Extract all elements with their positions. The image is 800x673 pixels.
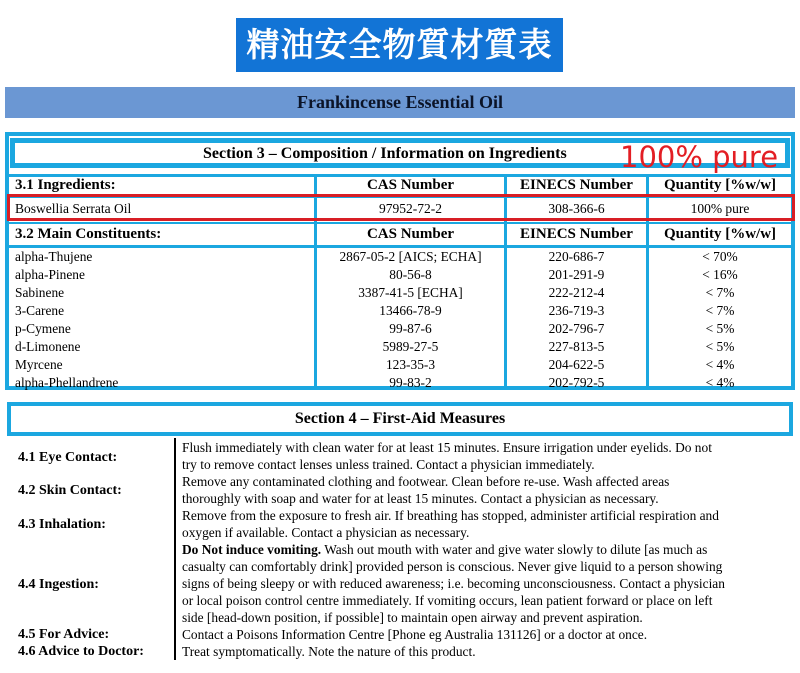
table-rule — [9, 222, 791, 224]
ingredients-header-label: 3.1 Ingredients: — [15, 177, 116, 193]
text-line: Remove from the exposure to fresh air. If breathing has stopped, administer artificial respiration and — [182, 508, 719, 523]
constituent-names — [15, 248, 310, 392]
for-advice-label: 4.5 For Advice: — [18, 627, 110, 642]
text-line: or local poison control centre immediately. If vomiting occurs, lean patient forward or place on left — [182, 593, 713, 608]
text-line: Remove any contaminated clothing and footwear. Clean before re-use. Wash affected areas — [182, 474, 670, 489]
inhalation-text — [182, 507, 794, 541]
section4-divider — [174, 438, 176, 660]
page-banner-title: 精油安全物質材質表 — [236, 18, 563, 72]
constituent-cas: 3387-41-5 [ECHA] — [358, 285, 463, 300]
constituent-cas: 5989-27-5 — [382, 339, 439, 354]
constituent-name: 3-Carene — [15, 303, 65, 318]
constituent-quantity: < 16% — [702, 267, 738, 282]
constituents-header-cas: CAS Number — [366, 226, 455, 242]
ingredient-einecs: 308-366-6 — [548, 201, 605, 216]
constituent-name: p-Cymene — [15, 321, 71, 336]
constituent-cas: 99-83-2 — [389, 375, 432, 390]
product-name-bar: Frankincense Essential Oil — [5, 87, 795, 118]
ingredient-name: Boswellia Serrata Oil — [15, 201, 132, 216]
constituent-name: d-Limonene — [15, 339, 81, 354]
constituent-einecs: 236-719-3 — [548, 303, 605, 318]
constituent-quantity: < 4% — [705, 357, 735, 372]
section3-title: Section 3 – Composition / Information on Ingredients — [10, 138, 790, 168]
text-line: oxygen if available. Contact a physician as necessary. — [182, 525, 470, 540]
text-line: Treat symptomatically. Note the nature of this product. — [182, 644, 476, 659]
constituent-einecs: 220-686-7 — [548, 249, 605, 264]
constituent-cas: 123-35-3 — [385, 357, 436, 372]
ingredients-header-cas: CAS Number — [366, 177, 455, 193]
constituent-cas: 2867-05-2 [AICS; ECHA] — [339, 249, 482, 264]
constituents-header-label: 3.2 Main Constituents: — [15, 226, 162, 242]
constituent-quantity: < 70% — [702, 249, 738, 264]
text-line: side [head-down position, if possible] to maintain open airway and prevent aspiration. — [182, 610, 643, 625]
constituents-header-einecs: EINECS Number — [520, 226, 633, 242]
skin-contact-label: 4.2 Skin Contact: — [18, 483, 122, 498]
constituent-einecs-column — [507, 248, 646, 392]
for-advice-text — [182, 626, 794, 643]
ingredients-header-quantity: Quantity [%w/w] — [663, 177, 777, 193]
eye-contact-text — [182, 439, 794, 473]
advice-to-doctor-text — [182, 643, 794, 660]
constituent-name: alpha-Pinene — [15, 267, 85, 282]
constituent-name: alpha-Thujene — [15, 249, 93, 264]
constituent-cas: 13466-78-9 — [379, 303, 442, 318]
inhalation-label: 4.3 Inhalation: — [18, 517, 106, 532]
text-line: casualty can comfortably drink] provided person is conscious. Never give liquid to a person showing — [182, 559, 723, 574]
constituent-quantity: < 7% — [705, 303, 735, 318]
constituent-cas-column — [317, 248, 504, 392]
constituent-quantity: < 5% — [705, 321, 735, 336]
constituent-einecs: 202-792-5 — [548, 375, 605, 390]
constituent-quantity: < 4% — [705, 375, 735, 390]
constituent-einecs: 204-622-5 — [548, 357, 605, 372]
constituent-quantity: < 7% — [705, 285, 735, 300]
constituent-cas: 80-56-8 — [389, 267, 432, 282]
ingredient-quantity: 100% pure — [690, 201, 750, 216]
text-line: Flush immediately with clean water for at least 15 minutes. Ensure irrigation under eyelids. Do not — [182, 440, 712, 455]
constituent-einecs: 222-212-4 — [548, 285, 605, 300]
constituent-cas: 99-87-6 — [389, 321, 432, 336]
text-line: try to remove contact lenses unless trained. Contact a physician immediately. — [182, 457, 595, 472]
ingredient-cas: 97952-72-2 — [379, 201, 442, 216]
constituents-header-quantity: Quantity [%w/w] — [663, 226, 777, 242]
constituent-name: alpha-Phellandrene — [15, 375, 119, 390]
highlight-box — [7, 194, 795, 221]
text-line: Contact a Poisons Information Centre [Phone eg Australia 131126] or a doctor at once. — [182, 627, 648, 642]
text-line: signs of being sleepy or with reduced awareness; i.e. becoming unconsciousness. Contact a physician — [182, 576, 725, 591]
constituent-quantity-column — [649, 248, 791, 392]
section4-title: Section 4 – First-Aid Measures — [7, 402, 793, 436]
skin-contact-text — [182, 473, 794, 507]
text-line — [182, 541, 794, 558]
ingestion-text — [182, 541, 794, 626]
constituent-einecs: 201-291-9 — [548, 267, 605, 282]
constituent-einecs: 227-813-5 — [548, 339, 605, 354]
overlay-annotation: 100% pure — [620, 140, 779, 174]
constituent-name: Myrcene — [15, 357, 63, 372]
text-span: Wash out mouth with water and give water slowly to dilute [as much as — [321, 542, 708, 557]
constituent-quantity: < 5% — [705, 339, 735, 354]
eye-contact-label: 4.1 Eye Contact: — [18, 450, 118, 465]
ingestion-label: 4.4 Ingestion: — [18, 577, 99, 592]
constituent-einecs: 202-796-7 — [548, 321, 605, 336]
text-line: thoroughly with soap and water for at least 15 minutes. Contact a physician as necessary. — [182, 491, 659, 506]
advice-to-doctor-label: 4.6 Advice to Doctor: — [18, 644, 144, 659]
constituent-name: Sabinene — [15, 285, 65, 300]
ingredients-header-einecs: EINECS Number — [520, 177, 633, 193]
ingestion-warning: Do Not induce vomiting. — [182, 542, 322, 557]
